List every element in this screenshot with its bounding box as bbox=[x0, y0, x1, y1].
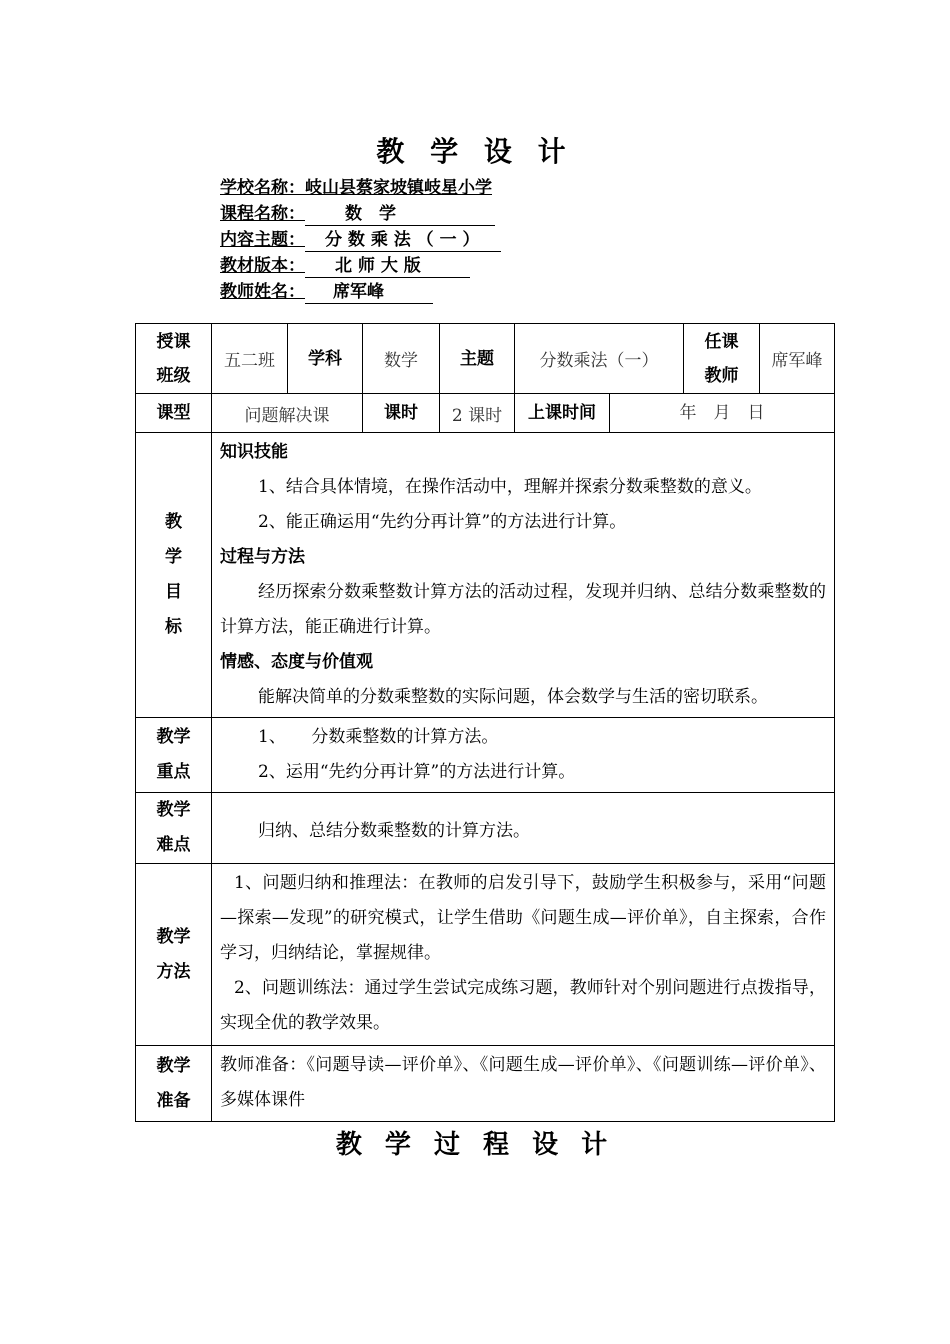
knowledge-title: 知识技能 bbox=[220, 442, 288, 462]
knowledge-item-2: 2、能正确运用“先约分再计算”的方法进行计算。 bbox=[258, 512, 627, 532]
theme-label: 主题 bbox=[440, 324, 515, 394]
header-row bbox=[136, 324, 835, 394]
school-label: 学校名称： bbox=[220, 178, 305, 198]
class-value: 五二班 bbox=[212, 324, 288, 394]
subject-value: 数学 bbox=[363, 324, 440, 394]
class-label: 授课 班级 bbox=[136, 324, 212, 394]
key-row bbox=[136, 718, 835, 793]
difficulty-text: 归纳、总结分数乘整数的计算方法。 bbox=[258, 820, 530, 841]
lesson-table bbox=[135, 323, 835, 1122]
hours-value: 2 课时 bbox=[440, 394, 515, 433]
difficulty-label: 教学 难点 bbox=[136, 793, 212, 864]
key-content bbox=[212, 718, 835, 793]
type-row bbox=[136, 394, 835, 433]
info-block bbox=[220, 175, 620, 305]
prep-text: 教师准备：《问题导读—评价单》、《问题生成—评价单》、《问题训练—评价单》、多媒体课件 bbox=[220, 1055, 826, 1110]
teacher-value: 席军峰 bbox=[305, 281, 433, 304]
edition-line bbox=[220, 253, 620, 279]
teacher-value: 席军峰 bbox=[760, 324, 835, 394]
document-title: 教 学 设 计 bbox=[376, 135, 574, 168]
time-value: 年 月 日 bbox=[679, 403, 765, 423]
topic-value: 分 数 乘 法 （ 一 ） bbox=[305, 229, 501, 252]
subject-label: 学科 bbox=[288, 324, 363, 394]
key-item-2: 2、运用“先约分再计算”的方法进行计算。 bbox=[258, 762, 576, 782]
prep-label: 教学 准备 bbox=[136, 1046, 212, 1122]
course-value: 数 学 bbox=[305, 203, 495, 226]
method-item-2: 2、问题训练法：通过学生尝试完成练习题，教师针对个别问题进行点拨指导，实现全优的教学效果。 bbox=[220, 978, 826, 1033]
method-row bbox=[136, 864, 835, 1046]
type-value: 问题解决课 bbox=[212, 394, 363, 433]
method-item-1: 1、问题归纳和推理法：在教师的启发引导下，鼓励学生积极参与，采用“问题—探索—发现”的研究模式，让学生借助《问题生成—评价单》，自主探索，合作学习，归纳结论，掌握规律。 bbox=[220, 873, 826, 963]
school-line bbox=[220, 175, 620, 201]
goals-row bbox=[136, 433, 835, 718]
knowledge-item-1: 1、结合具体情境，在操作活动中，理解并探索分数乘整数的意义。 bbox=[258, 477, 762, 497]
type-label: 课型 bbox=[136, 394, 212, 433]
teacher-label: 任课 教师 bbox=[684, 324, 760, 394]
prep-content bbox=[212, 1046, 835, 1122]
course-line bbox=[220, 201, 620, 227]
key-item-1: 1、 分数乘整数的计算方法。 bbox=[258, 727, 499, 747]
topic-line bbox=[220, 227, 620, 253]
difficulty-row bbox=[136, 793, 835, 864]
key-label: 教学 重点 bbox=[136, 718, 212, 793]
theme-value: 分数乘法（一） bbox=[515, 324, 684, 394]
goals-content bbox=[212, 433, 835, 718]
school-value: 岐山县蔡家坡镇岐星小学 bbox=[305, 178, 492, 198]
teacher-label: 教师姓名： bbox=[220, 282, 305, 302]
teacher-line bbox=[220, 279, 620, 305]
course-label: 课程名称： bbox=[220, 204, 305, 224]
process-text: 经历探索分数乘整数计算方法的活动过程，发现并归纳、总结分数乘整数的计算方法，能正确进行计算。 bbox=[220, 582, 826, 637]
emotion-title: 情感、态度与价值观 bbox=[220, 652, 373, 672]
difficulty-content bbox=[212, 793, 835, 864]
edition-label: 教材版本： bbox=[220, 256, 305, 276]
time-cell bbox=[515, 394, 835, 433]
time-label: 上课时间 bbox=[515, 394, 610, 432]
edition-value: 北 师 大 版 bbox=[305, 255, 470, 278]
prep-row bbox=[136, 1046, 835, 1122]
method-content bbox=[212, 864, 835, 1046]
method-label: 教学 方法 bbox=[136, 864, 212, 1046]
process-design-title: 教 学 过 程 设 计 bbox=[335, 1130, 615, 1160]
process-title: 过程与方法 bbox=[220, 547, 305, 567]
goals-label: 教 学 目 标 bbox=[136, 433, 212, 718]
hours-label: 课时 bbox=[363, 394, 440, 433]
emotion-text: 能解决简单的分数乘整数的实际问题，体会数学与生活的密切联系。 bbox=[258, 687, 768, 707]
topic-label: 内容主题： bbox=[220, 230, 305, 250]
